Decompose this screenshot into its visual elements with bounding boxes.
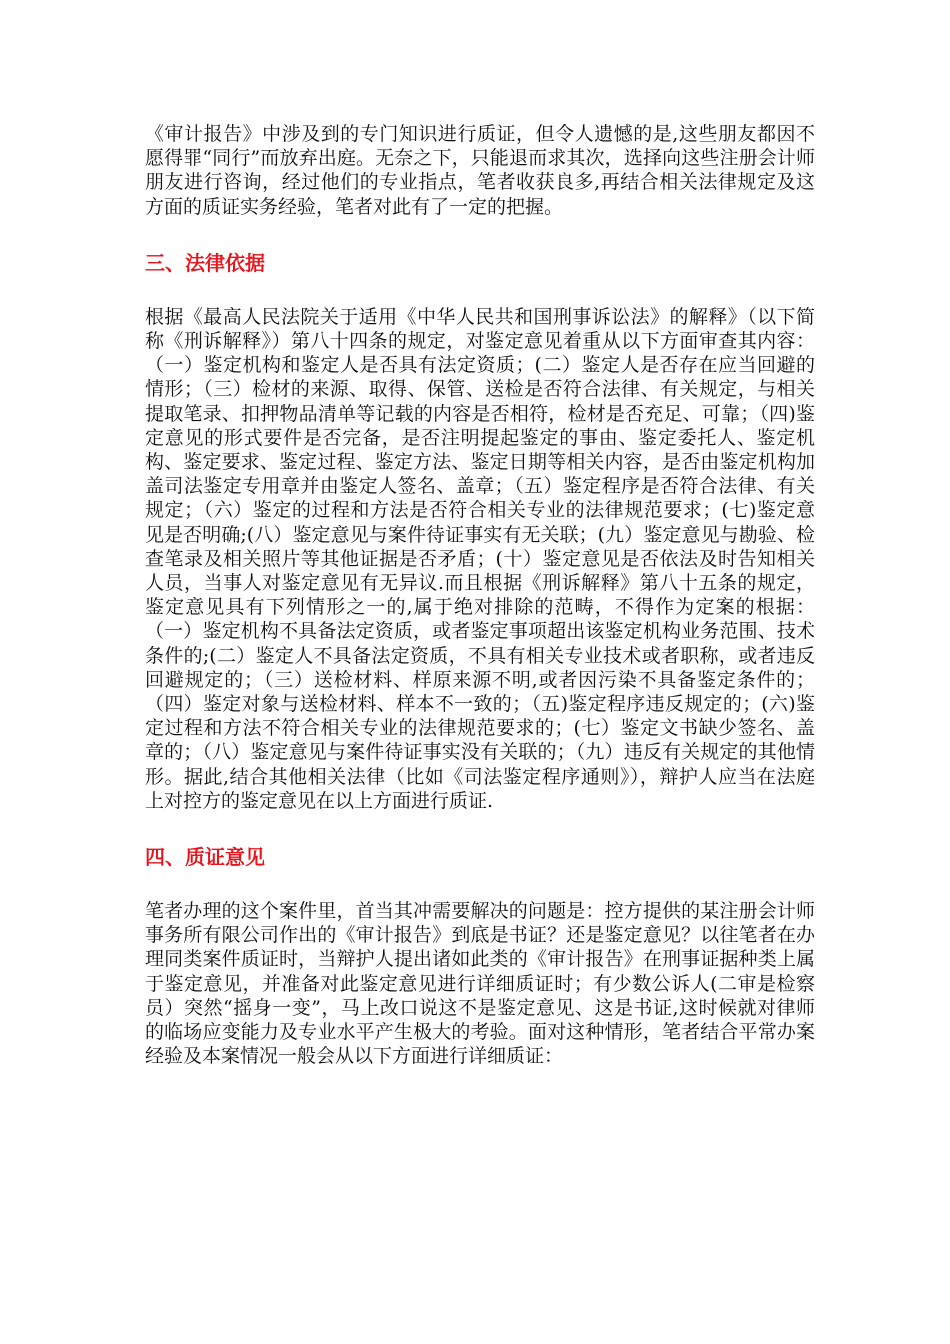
document-page [145,122,815,1069]
section-heading-4: 四、质证意见 [145,845,265,870]
body-paragraph-1: 《审计报告》中涉及到的专门知识进行质证，但令人遗憾的是,这些朋友都因不愿得罪“同行”而放弃出庭。无奈之下，只能退而求其次，选择向这些注册会计师朋友进行咨询，经过他们的专业指点，笔者收获良多,再结合相关法律规定及这方面的质证实务经验，笔者对此有了一定的把握。 [145,123,815,218]
body-paragraph-3: 笔者办理的这个案件里，首当其冲需要解决的问题是：控方提供的某注册会计师事务所有限公司作出的《审计报告》到底是书证？还是鉴定意见？以往笔者在办理同类案件质证时，当辩护人提出诸如此类的《审计报告》在刑事证据种类上属于鉴定意见，并准备对此鉴定意见进行详细质证时；有少数公诉人(二审是检察员）突然“摇身一变”，马上改口说这不是鉴定意见、这是书证,这时候就对律师的临场应变能力及专业水平产生极大的考验。面对这种情形，笔者结合平常办案经验及本案情况一般会从以下方面进行详细质证： [145,900,815,1068]
body-paragraph-2: 根据《最高人民法院关于适用《中华人民共和国刑事诉讼法》的解释》（以下简称《刑诉解释》）第八十四条的规定，对鉴定意见着重从以下方面审查其内容：（一）鉴定机构和鉴定人是否具有法定资质；(二）鉴定人是否存在应当回避的情形；（三）检材的来源、取得、保管、送检是否符合法律、有关规定，与相关提取笔录、扣押物品清单等记载的内容是否相符，检材是否充足、可靠；（四)鉴定意见的形式要件是否完备，是否注明提起鉴定的事由、鉴定委托人、鉴定机构、鉴定要求、鉴定过程、鉴定方法、鉴定日期等相关内容，是否由鉴定机构加盖司法鉴定专用章并由鉴定人签名、盖章；（五）鉴定程序是否符合法律、有关规定；（六）鉴定的过程和方法是否符合相关专业的法律规范要求；(七)鉴定意见是否明确;(八）鉴定意见与案件待证事实有无关联；(九）鉴定意见与勘验、检查笔录及相关照片等其他证据是否矛盾；(十）鉴定意见是否依法及时告知相关人员，当事人对鉴定意见有无异议.而且根据《刑诉解释》第八十五条的规定，鉴定意见具有下列情形之一的,属于绝对排除的范畴，不得作为定案的根据：（一）鉴定机构不具备法定资质，或者鉴定事项超出该鉴定机构业务范围、技术条件的;(二）鉴定人不具备法定资质，不具有相关专业技术或者职称，或者违反回避规定的；（三）送检材料、样原来源不明,或者因污染不具备鉴定条件的；（四）鉴定对象与送检材料、样本不一致的；（五)鉴定程序违反规定的；(六)鉴定过程和方法不符合相关专业的法律规范要求的；(七）鉴定文书缺少签名、盖章的；（八）鉴定意见与案件待证事实没有关联的；（九）违反有关规定的其他情形。据此,结合其他相关法律（比如《司法鉴定程序通则》），辩护人应当在法庭上对控方的鉴定意见在以上方面进行质证. [145,305,815,812]
section-heading-3: 三、法律依据 [145,250,265,275]
